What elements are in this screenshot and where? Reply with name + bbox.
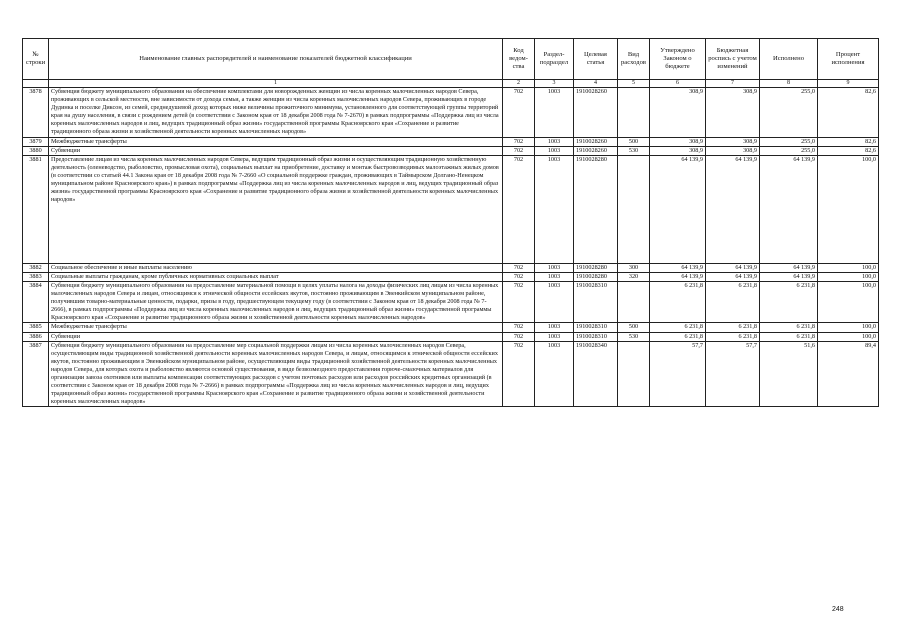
table-row bbox=[23, 88, 879, 138]
header-row bbox=[23, 39, 879, 80]
header-section: Раздел-подраздел bbox=[535, 39, 574, 80]
row-dept: 702 bbox=[503, 281, 535, 322]
row-dept: 702 bbox=[503, 137, 535, 146]
row-percent: 100,0 bbox=[818, 155, 879, 263]
row-section: 1003 bbox=[535, 146, 574, 155]
row-section: 1003 bbox=[535, 155, 574, 263]
row-executed: 255,0 bbox=[760, 137, 818, 146]
row-name: Субвенция бюджету муниципального образования на предоставление мер социальной поддержки лицам из числа коренных малочисленных народов Севера, осуществляющим виды традиционной хозяйственной деятельности коренных малочисленных народов Севера, и лицам, относящимся к этнической общности ессейских якутов, постоянно проживающим в Эвенкийском муниципальном районе, осуществляющим виды традиционной хозяйственной деятельности коренных малочисленных народов Севера, для которых охота и рыболовство являются основой существования, в виде безвозмездного предоставления горюче-смазочных материалов для организации завоза охотников или выплаты компенсации соответствующих расходов с учетом почтовых расходов или расходов российских кредитных организаций (в соответствии с Законом края от 18 декабря 2008 года № 7-2666) в рамках подпрограммы «Поддержка лиц из числа коренных малочисленных народов и лиц, ведущих традиционный образ жизни» государственной программы Красноярского края «Сохранение и развитие традиционного образа жизни и хозяйственной деятельности коренных малочисленных народов» bbox=[49, 341, 503, 407]
header-target: Целевая статья bbox=[574, 39, 618, 80]
row-approved: 6 231,8 bbox=[650, 323, 706, 332]
row-executed: 255,0 bbox=[760, 88, 818, 138]
row-name: Субвенция бюджету муниципального образования на обеспечение комплектами для новорожденных женщин из числа коренных малочисленных народов Севера, проживающих в сельской местности, вне зависимости от дохода семьи, а также женщин из числа коренных малочисленных народов Севера, проживающих в городе Дудинка и поселке Диксон, из семей, среднедушевой доход которых ниже величины прожиточного минимума, установленного для соответствующей группы территорий края на душу населения, в связи с рождением детей (в соответствии с Законом края от 18 декабря 2008 года № 7-2670) в рамках подпрограммы «Поддержка лиц из числа коренных малочисленных народов и лиц, ведущих традиционный образ жизни» государственной программы Красноярского края «Сохранение и развитие традиционного образа жизни и хозяйственной деятельности коренных малочисленных народов» bbox=[49, 88, 503, 138]
header-expense-type: Вид расходов bbox=[618, 39, 650, 80]
table-row bbox=[23, 332, 879, 341]
row-expense-type: 300 bbox=[618, 263, 650, 272]
row-name: Субвенция бюджету муниципального образования на предоставление материальной помощи в целях уплаты налога на доходы физических лиц лицам из числа коренных малочисленных народов Севера и лицам, относящимся к этнической общности ессейских якутов, постоянно проживающим в Эвенкийском муниципальном районе, получившим товарно-материальные ценности, подарки, призы в году, предшествующем текущему году (в соответствии с Законом края от 18 декабря 2008 года № 7-2666), в рамках подпрограммы «Поддержка лиц из числа коренных малочисленных народов и лиц, ведущих традиционный образ жизни» государственной программы Красноярского края «Сохранение и развитие традиционного образа жизни и хозяйственной деятельности коренных малочисленных народов» bbox=[49, 281, 503, 322]
table-row bbox=[23, 137, 879, 146]
row-name: Субвенции bbox=[49, 332, 503, 341]
row-section: 1003 bbox=[535, 323, 574, 332]
row-percent: 89,4 bbox=[818, 341, 879, 407]
row-executed: 255,0 bbox=[760, 146, 818, 155]
row-number: 3886 bbox=[23, 332, 49, 341]
row-target: 1910028260 bbox=[574, 137, 618, 146]
row-name: Социальное обеспечение и иные выплаты населению bbox=[49, 263, 503, 272]
col-number: 9 bbox=[818, 80, 879, 88]
row-target: 1910028260 bbox=[574, 146, 618, 155]
col-number: 8 bbox=[760, 80, 818, 88]
row-number: 3887 bbox=[23, 341, 49, 407]
row-expense-type: 320 bbox=[618, 272, 650, 281]
row-dept: 702 bbox=[503, 332, 535, 341]
row-number: 3879 bbox=[23, 137, 49, 146]
col-number: 4 bbox=[574, 80, 618, 88]
row-name: Предоставление лицам из числа коренных малочисленных народов Севера, ведущим традиционный образ жизни и осуществляющим традиционную хозяйственную деятельность (оленеводство, рыболовство, промысловая охота), социальных выплат на приобретение, доставку и монтаж быстровозводимых малоэтажных жилых домов (в соответствии со статьей 44.1 Закона края от 18 декабря 2008 года № 7-2660 «О социальной поддержке граждан, проживающих в Таймырском Долгано-Ненецком муниципальном районе Красноярского края») в рамках подпрограммы «Поддержка лиц из числа коренных малочисленных народов и лиц, ведущих традиционный образ жизни» государственной программы Красноярского края «Сохранение и развитие традиционного образа жизни и хозяйственной деятельности коренных малочисленных народов» bbox=[49, 155, 503, 263]
row-number: 3881 bbox=[23, 155, 49, 263]
row-approved: 308,9 bbox=[650, 88, 706, 138]
header-row-no: № строки bbox=[23, 39, 49, 80]
table-row bbox=[23, 272, 879, 281]
row-approved: 308,9 bbox=[650, 137, 706, 146]
row-approved: 64 139,9 bbox=[650, 272, 706, 281]
row-target: 1910028260 bbox=[574, 88, 618, 138]
row-executed: 64 139,9 bbox=[760, 155, 818, 263]
header-executed: Исполнено bbox=[760, 39, 818, 80]
row-executed: 6 231,8 bbox=[760, 332, 818, 341]
row-expense-type bbox=[618, 281, 650, 322]
row-budget-list: 64 139,9 bbox=[706, 272, 760, 281]
row-executed: 6 231,8 bbox=[760, 281, 818, 322]
row-budget-list: 64 139,9 bbox=[706, 155, 760, 263]
row-budget-list: 308,9 bbox=[706, 146, 760, 155]
row-name: Межбюджетные трансферты bbox=[49, 137, 503, 146]
row-percent: 100,0 bbox=[818, 323, 879, 332]
row-percent: 100,0 bbox=[818, 263, 879, 272]
budget-table bbox=[22, 38, 879, 407]
header-name: Наименование главных распорядителей и наименование показателей бюджетной классификации bbox=[49, 39, 503, 80]
row-expense-type: 530 bbox=[618, 146, 650, 155]
row-percent: 82,6 bbox=[818, 137, 879, 146]
row-approved: 57,7 bbox=[650, 341, 706, 407]
row-target: 1910028280 bbox=[574, 263, 618, 272]
row-approved: 64 139,9 bbox=[650, 263, 706, 272]
row-number: 3878 bbox=[23, 88, 49, 138]
row-dept: 702 bbox=[503, 155, 535, 263]
table-row bbox=[23, 146, 879, 155]
row-target: 1910028280 bbox=[574, 272, 618, 281]
row-expense-type: 500 bbox=[618, 323, 650, 332]
table-row bbox=[23, 263, 879, 272]
row-dept: 702 bbox=[503, 88, 535, 138]
row-target: 1910028340 bbox=[574, 341, 618, 407]
table-row bbox=[23, 323, 879, 332]
row-dept: 702 bbox=[503, 323, 535, 332]
row-section: 1003 bbox=[535, 88, 574, 138]
row-percent: 100,0 bbox=[818, 272, 879, 281]
row-budget-list: 6 231,8 bbox=[706, 323, 760, 332]
col-number: 6 bbox=[650, 80, 706, 88]
col-number: 7 bbox=[706, 80, 760, 88]
row-name: Межбюджетные трансферты bbox=[49, 323, 503, 332]
row-target: 1910028280 bbox=[574, 155, 618, 263]
row-target: 1910028310 bbox=[574, 323, 618, 332]
row-approved: 64 139,9 bbox=[650, 155, 706, 263]
row-name: Субвенции bbox=[49, 146, 503, 155]
row-percent: 82,6 bbox=[818, 146, 879, 155]
row-approved: 6 231,8 bbox=[650, 281, 706, 322]
col-number: 5 bbox=[618, 80, 650, 88]
column-number-row bbox=[23, 80, 879, 88]
row-approved: 308,9 bbox=[650, 146, 706, 155]
header-budget-list: Бюджетная роспись с учетом изменений bbox=[706, 39, 760, 80]
row-expense-type bbox=[618, 155, 650, 263]
row-executed: 6 231,8 bbox=[760, 323, 818, 332]
row-expense-type: 500 bbox=[618, 137, 650, 146]
row-expense-type bbox=[618, 88, 650, 138]
row-number: 3880 bbox=[23, 146, 49, 155]
row-budget-list: 57,7 bbox=[706, 341, 760, 407]
row-budget-list: 64 139,9 bbox=[706, 263, 760, 272]
row-budget-list: 308,9 bbox=[706, 137, 760, 146]
row-section: 1003 bbox=[535, 137, 574, 146]
table-row bbox=[23, 341, 879, 407]
row-section: 1003 bbox=[535, 281, 574, 322]
row-number: 3882 bbox=[23, 263, 49, 272]
row-percent: 100,0 bbox=[818, 332, 879, 341]
row-dept: 702 bbox=[503, 263, 535, 272]
row-section: 1003 bbox=[535, 341, 574, 407]
row-percent: 82,6 bbox=[818, 88, 879, 138]
row-expense-type bbox=[618, 341, 650, 407]
budget-table-sheet bbox=[22, 38, 878, 407]
row-number: 3884 bbox=[23, 281, 49, 322]
row-target: 1910028310 bbox=[574, 332, 618, 341]
row-dept: 702 bbox=[503, 272, 535, 281]
row-expense-type: 530 bbox=[618, 332, 650, 341]
col-number bbox=[23, 80, 49, 88]
row-budget-list: 6 231,8 bbox=[706, 281, 760, 322]
row-executed: 51,6 bbox=[760, 341, 818, 407]
row-approved: 6 231,8 bbox=[650, 332, 706, 341]
col-number: 2 bbox=[503, 80, 535, 88]
row-percent: 100,0 bbox=[818, 281, 879, 322]
table-row bbox=[23, 281, 879, 322]
row-executed: 64 139,9 bbox=[760, 272, 818, 281]
row-budget-list: 308,9 bbox=[706, 88, 760, 138]
col-number: 1 bbox=[49, 80, 503, 88]
row-executed: 64 139,9 bbox=[760, 263, 818, 272]
row-number: 3883 bbox=[23, 272, 49, 281]
page-number: 248 bbox=[832, 606, 844, 613]
row-section: 1003 bbox=[535, 332, 574, 341]
row-section: 1003 bbox=[535, 272, 574, 281]
header-approved: Утверждено Законом о бюджете bbox=[650, 39, 706, 80]
header-percent: Процент исполнения bbox=[818, 39, 879, 80]
row-target: 1910028310 bbox=[574, 281, 618, 322]
row-budget-list: 6 231,8 bbox=[706, 332, 760, 341]
table-row bbox=[23, 155, 879, 263]
row-name: Социальные выплаты гражданам, кроме публичных нормативных социальных выплат bbox=[49, 272, 503, 281]
header-dept-code: Код ведом-ства bbox=[503, 39, 535, 80]
col-number: 3 bbox=[535, 80, 574, 88]
row-section: 1003 bbox=[535, 263, 574, 272]
row-number: 3885 bbox=[23, 323, 49, 332]
row-dept: 702 bbox=[503, 146, 535, 155]
row-dept: 702 bbox=[503, 341, 535, 407]
